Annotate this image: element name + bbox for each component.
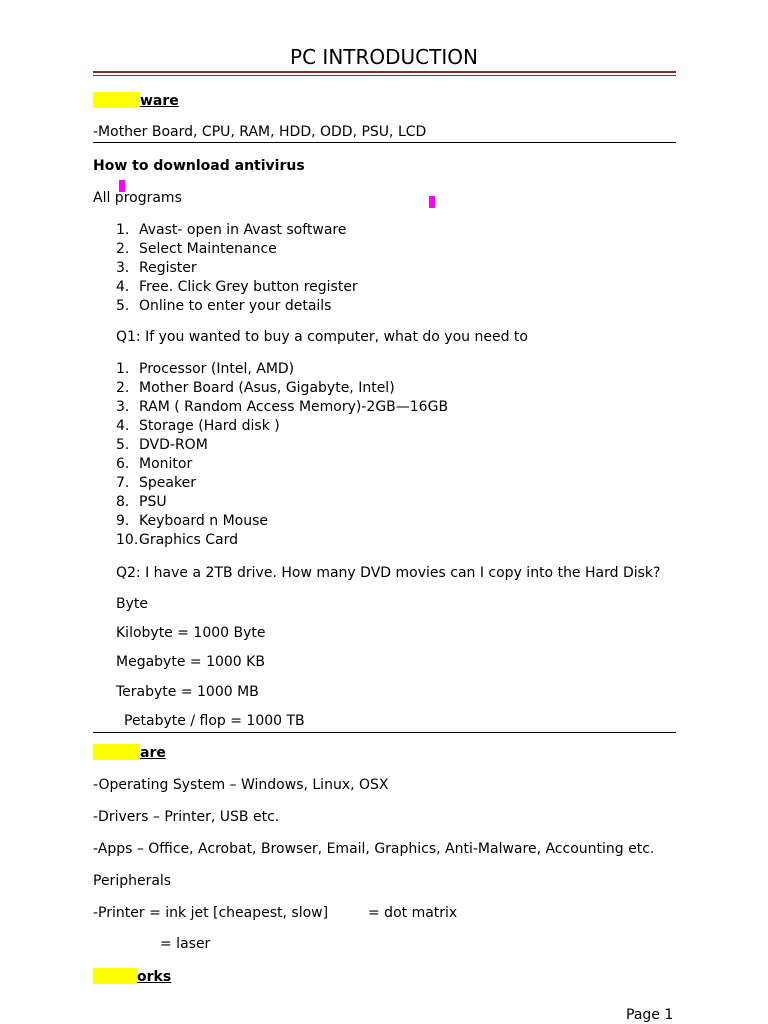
- list-item: 7. Speaker: [116, 475, 196, 491]
- question-2: Q2: I have a 2TB drive. How many DVD movies can I copy into the Hard Disk?: [116, 565, 661, 581]
- hardware-line: -Mother Board, CPU, RAM, HDD, ODD, PSU, LCD: [93, 124, 427, 140]
- all-programs-text: All programs: [93, 190, 182, 206]
- software-heading: [93, 744, 166, 762]
- list-item: 1. Processor (Intel, AMD): [116, 361, 295, 377]
- title-rule-secondary: [93, 75, 676, 76]
- list-item: 1. Avast- open in Avast software: [116, 222, 347, 238]
- list-item: 3. RAM ( Random Access Memory)-2GB—16GB: [116, 399, 449, 415]
- list-item: 9. Keyboard n Mouse: [116, 513, 269, 529]
- unit-kilobyte: Kilobyte = 1000 Byte: [116, 625, 266, 641]
- highlight-redaction: [93, 92, 140, 108]
- peripherals-heading: Peripherals: [93, 873, 172, 889]
- antivirus-heading: How to download antivirus: [93, 158, 305, 174]
- software-drivers-line: -Drivers – Printer, USB etc.: [93, 809, 280, 825]
- list-item: 3. Register: [116, 260, 197, 276]
- software-os-line: -Operating System – Windows, Linux, OSX: [93, 777, 389, 793]
- highlight-redaction: [93, 968, 137, 984]
- page-title: PC INTRODUCTION: [290, 45, 478, 69]
- page-number: Page 1: [626, 1007, 674, 1023]
- networks-heading-text: orks: [137, 969, 172, 985]
- section-divider: [93, 142, 676, 143]
- printer-dot-matrix: = dot matrix: [368, 905, 458, 921]
- comment-marker: [429, 196, 435, 208]
- highlight-redaction: [93, 744, 140, 760]
- list-item: 10.Graphics Card: [116, 532, 239, 548]
- list-item: 5. Online to enter your details: [116, 298, 332, 314]
- hardware-heading-text: ware: [140, 93, 179, 109]
- unit-byte: Byte: [116, 596, 148, 612]
- list-item: 4. Free. Click Grey button register: [116, 279, 358, 295]
- networks-heading: [93, 968, 171, 986]
- unit-petabyte: Petabyte / flop = 1000 TB: [124, 713, 305, 729]
- unit-terabyte: Terabyte = 1000 MB: [116, 684, 259, 700]
- section-divider: [93, 732, 676, 733]
- question-1: Q1: If you wanted to buy a computer, what do you need to: [116, 329, 528, 345]
- unit-megabyte: Megabyte = 1000 KB: [116, 654, 265, 670]
- list-item: 5. DVD-ROM: [116, 437, 208, 453]
- list-item: 4. Storage (Hard disk ): [116, 418, 280, 434]
- printer-line: -Printer = ink jet [cheapest, slow]: [93, 905, 329, 921]
- printer-laser: = laser: [160, 936, 211, 952]
- software-heading-text: are: [140, 745, 166, 761]
- list-item: 2. Mother Board (Asus, Gigabyte, Intel): [116, 380, 395, 396]
- hardware-heading: [93, 92, 179, 110]
- software-apps-line: -Apps – Office, Acrobat, Browser, Email, Graphics, Anti-Malware, Accounting etc.: [93, 841, 655, 857]
- list-item: 6. Monitor: [116, 456, 193, 472]
- list-item: 2. Select Maintenance: [116, 241, 277, 257]
- list-item: 8. PSU: [116, 494, 167, 510]
